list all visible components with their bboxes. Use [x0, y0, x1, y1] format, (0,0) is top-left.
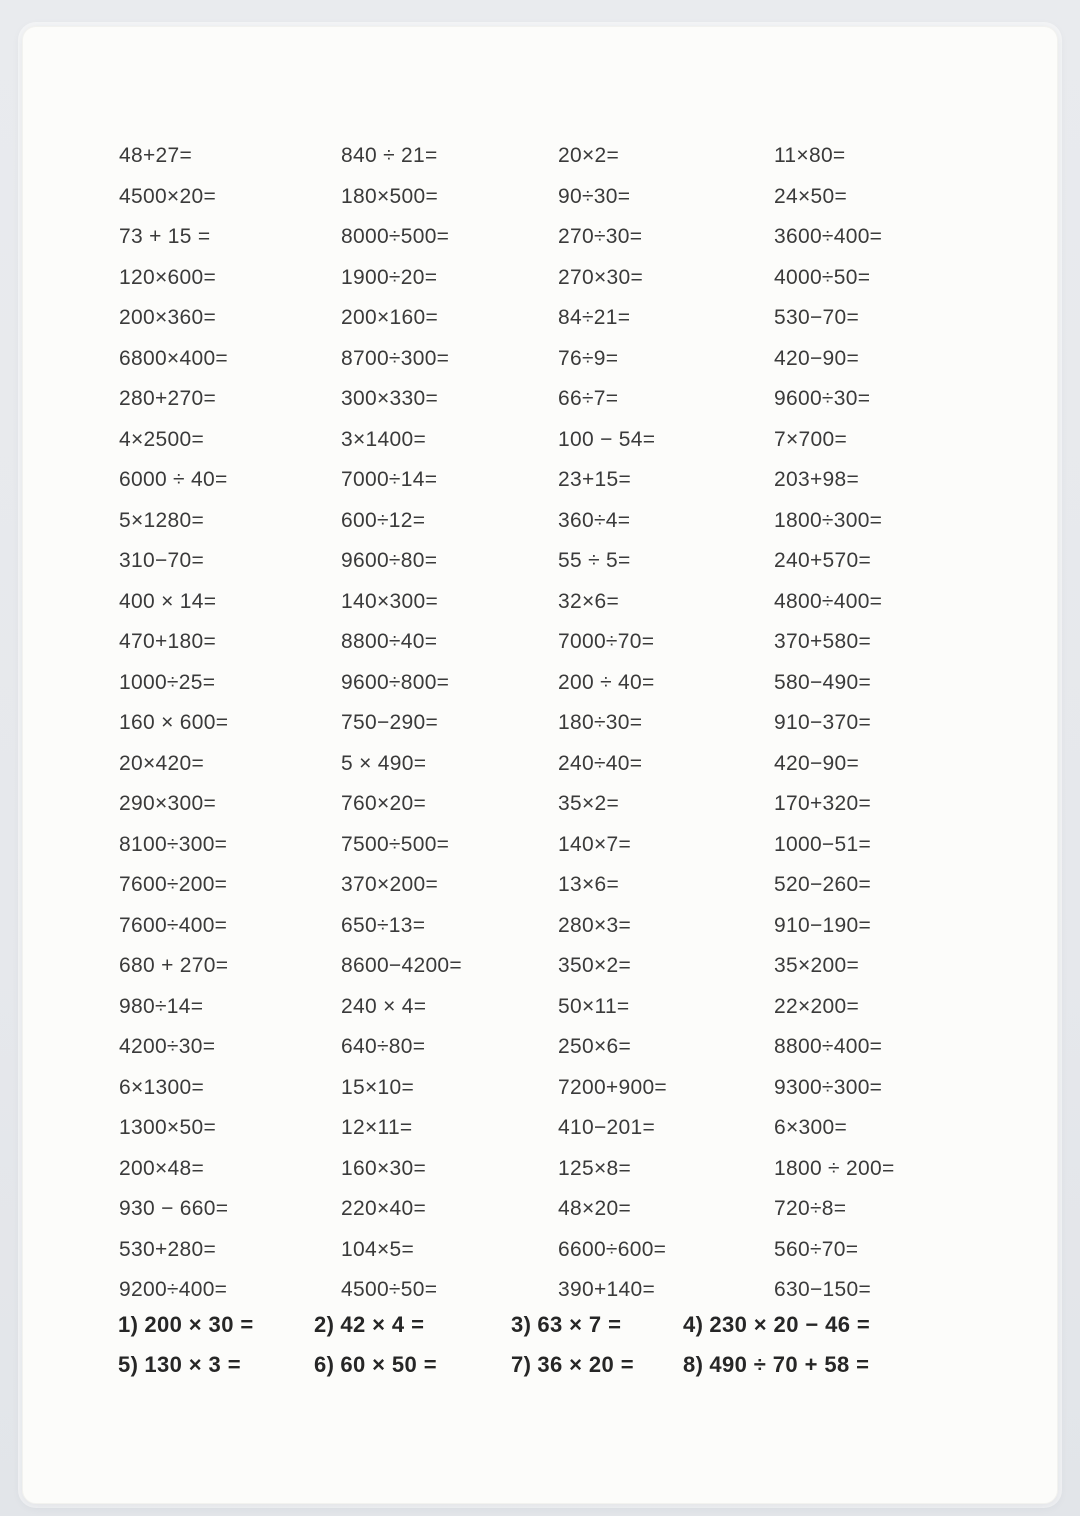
problem-expression: 4×2500= — [119, 427, 205, 451]
problem-expression: 9600÷800= — [341, 670, 450, 694]
problem-expression: 15×10= — [341, 1075, 415, 1099]
problem-expression: 630−150= — [774, 1278, 872, 1301]
problem-expression: 6×1300= — [119, 1075, 205, 1099]
problem-number: 2) — [314, 1312, 335, 1337]
problem-expression: 200×48= — [119, 1156, 205, 1180]
problem-expression: 290×300= — [119, 792, 217, 815]
problem-expression: 410−201= — [558, 1116, 656, 1139]
problem-expression: 130 × 3 = — [144, 1352, 241, 1377]
problem-expression: 270×30= — [558, 265, 644, 289]
problem-expression: 84÷21= — [558, 306, 631, 329]
problem-expression: 66÷7= — [558, 387, 619, 410]
problem-expression: 3×1400= — [341, 427, 427, 451]
problem-expression: 4500÷50= — [341, 1278, 438, 1301]
problem-expression: 200×160= — [341, 306, 439, 329]
problem-expression: 1900÷20= — [341, 265, 438, 289]
problem-expression: 23+15= — [558, 468, 632, 491]
problem-expression: 980÷14= — [119, 994, 204, 1018]
problem-expression: 7000÷14= — [341, 468, 438, 491]
problem-expression: 104×5= — [341, 1237, 415, 1261]
problem-expression: 7000÷70= — [558, 630, 655, 653]
problem-expression: 470+180= — [119, 630, 217, 653]
problem-expression: 370×200= — [341, 873, 439, 896]
problem-expression: 1800÷300= — [774, 508, 883, 532]
problem-expression: 24×50= — [774, 184, 848, 208]
problems-grid — [23, 136, 1057, 1311]
problem-expression: 13×6= — [558, 873, 620, 896]
numbered-problem — [683, 1345, 1057, 1385]
problem-expression: 73 + 15 = — [119, 225, 211, 248]
problem-number: 6) — [314, 1352, 335, 1377]
problem-expression: 3600÷400= — [774, 225, 883, 248]
problem-expression: 7500÷500= — [341, 832, 450, 856]
problem-expression: 240+570= — [774, 549, 872, 572]
problem-expression: 240 × 4= — [341, 994, 427, 1018]
problem-expression: 720÷8= — [774, 1197, 847, 1220]
problem-expression: 930 − 660= — [119, 1197, 229, 1220]
problem-expression: 22×200= — [774, 994, 860, 1018]
problem-expression: 8800÷400= — [774, 1035, 883, 1058]
problem-expression: 8800÷40= — [341, 630, 438, 653]
problem-expression: 8000÷500= — [341, 225, 450, 248]
problem-expression: 270÷30= — [558, 225, 643, 248]
problem-expression: 125×8= — [558, 1156, 632, 1180]
problem-expression: 8700÷300= — [341, 346, 450, 370]
problem-expression: 4500×20= — [119, 184, 217, 208]
problem-expression: 750−290= — [341, 711, 439, 734]
problem-expression: 9600÷80= — [341, 549, 438, 572]
problem-expression: 63 × 7 = — [537, 1312, 622, 1337]
problem-expression: 6×300= — [774, 1116, 848, 1139]
problem-expression: 50×11= — [558, 994, 630, 1018]
problem-expression: 1000−51= — [774, 832, 872, 856]
problem-expression: 240÷40= — [558, 751, 643, 775]
numbered-problem — [314, 1345, 511, 1385]
problem-expression: 280×3= — [558, 913, 632, 937]
problem-expression: 35×200= — [774, 954, 860, 977]
numbered-problem — [683, 1305, 1057, 1345]
problem-expression: 36 × 20 = — [537, 1352, 634, 1377]
problem-expression: 350×2= — [558, 954, 632, 977]
numbered-problem — [314, 1305, 511, 1345]
problem-expression: 680 + 270= — [119, 954, 229, 977]
problem-expression: 530−70= — [774, 306, 860, 329]
problem-number: 8) — [683, 1352, 704, 1377]
problem-expression: 530+280= — [119, 1237, 217, 1261]
problem-expression: 1800 ÷ 200= — [774, 1156, 895, 1180]
problem-expression: 140×300= — [341, 589, 439, 613]
problem-expression: 7200+900= — [558, 1075, 667, 1099]
problem-expression: 9200÷400= — [119, 1278, 228, 1301]
problem-expression: 8600−4200= — [341, 954, 462, 977]
problem-expression: 200×360= — [119, 306, 217, 329]
problem-expression: 250×6= — [558, 1035, 632, 1058]
problem-expression: 170+320= — [774, 792, 872, 815]
problem-expression: 4800÷400= — [774, 589, 883, 613]
numbered-problem — [118, 1345, 314, 1385]
problem-number: 5) — [118, 1352, 139, 1377]
problem-expression: 640÷80= — [341, 1035, 426, 1058]
problem-expression: 1000÷25= — [119, 670, 216, 694]
problem-expression: 76÷9= — [558, 346, 619, 370]
problem-expression: 12×11= — [341, 1116, 413, 1139]
problem-expression: 9600÷30= — [774, 387, 871, 410]
problem-expression: 203+98= — [774, 468, 860, 491]
problem-number: 4) — [683, 1312, 704, 1337]
problem-expression: 6000 ÷ 40= — [119, 468, 228, 491]
problem-expression: 600÷12= — [341, 508, 426, 532]
problem-expression: 230 × 20 − 46 = — [709, 1312, 871, 1337]
problem-expression: 6800×400= — [119, 346, 228, 370]
problem-expression: 4000÷50= — [774, 265, 871, 289]
problem-expression: 1300×50= — [119, 1116, 217, 1139]
problem-expression: 20×2= — [558, 144, 620, 167]
problem-expression: 560÷70= — [774, 1237, 859, 1261]
problem-expression: 48+27= — [119, 144, 193, 167]
problem-expression: 100 − 54= — [558, 427, 656, 451]
problem-expression: 4200÷30= — [119, 1035, 216, 1058]
problem-expression: 310−70= — [119, 549, 205, 572]
problem-expression: 360÷4= — [558, 508, 631, 532]
problem-expression: 7600÷200= — [119, 873, 228, 896]
problem-expression: 420−90= — [774, 346, 860, 370]
problem-expression: 910−370= — [774, 711, 872, 734]
problem-expression: 32×6= — [558, 589, 620, 613]
problem-expression: 200 ÷ 40= — [558, 670, 655, 694]
problem-expression: 7600÷400= — [119, 913, 228, 937]
problem-expression: 120×600= — [119, 265, 217, 289]
problem-expression: 48×20= — [558, 1197, 632, 1220]
problem-expression: 370+580= — [774, 630, 872, 653]
problem-expression: 7×700= — [774, 427, 848, 451]
problem-expression: 55 ÷ 5= — [558, 549, 631, 572]
problem-expression: 390+140= — [558, 1278, 656, 1301]
problem-expression: 20×420= — [119, 751, 205, 775]
problem-expression: 840 ÷ 21= — [341, 144, 438, 167]
problem-expression: 8100÷300= — [119, 832, 228, 856]
problem-expression: 180×500= — [341, 184, 439, 208]
problem-expression: 280+270= — [119, 387, 217, 410]
problem-number: 1) — [118, 1312, 139, 1337]
problem-expression: 160×30= — [341, 1156, 427, 1180]
problem-expression: 5 × 490= — [341, 751, 427, 775]
problem-expression: 760×20= — [341, 792, 427, 815]
problem-expression: 650÷13= — [341, 913, 426, 937]
problem-expression: 11×80= — [774, 144, 846, 167]
worksheet-page — [22, 26, 1058, 1504]
problem-expression: 580−490= — [774, 670, 872, 694]
problem-expression: 42 × 4 = — [340, 1312, 425, 1337]
problem-expression: 60 × 50 = — [340, 1352, 437, 1377]
problem-expression: 420−90= — [774, 751, 860, 775]
problem-expression: 160 × 600= — [119, 711, 229, 734]
problem-number: 3) — [511, 1312, 532, 1337]
problem-number: 7) — [511, 1352, 532, 1377]
numbered-problem — [511, 1345, 683, 1385]
problem-expression: 9300÷300= — [774, 1075, 883, 1099]
problem-expression: 6600÷600= — [558, 1237, 667, 1261]
numbered-problem — [118, 1305, 314, 1345]
problem-expression: 140×7= — [558, 832, 632, 856]
problem-expression: 300×330= — [341, 387, 439, 410]
numbered-problems-grid — [23, 1305, 1057, 1385]
problem-expression: 35×2= — [558, 792, 620, 815]
problem-expression: 910−190= — [774, 913, 872, 937]
numbered-problem — [511, 1305, 683, 1345]
problem-expression: 180÷30= — [558, 711, 643, 734]
problem-expression: 490 ÷ 70 + 58 = — [709, 1352, 870, 1377]
problem-expression: 220×40= — [341, 1197, 427, 1220]
problem-expression: 520−260= — [774, 873, 872, 896]
problem-expression: 5×1280= — [119, 508, 205, 532]
problem-expression: 90÷30= — [558, 184, 631, 208]
problem-expression: 200 × 30 = — [144, 1312, 254, 1337]
problem-expression: 400 × 14= — [119, 589, 217, 613]
